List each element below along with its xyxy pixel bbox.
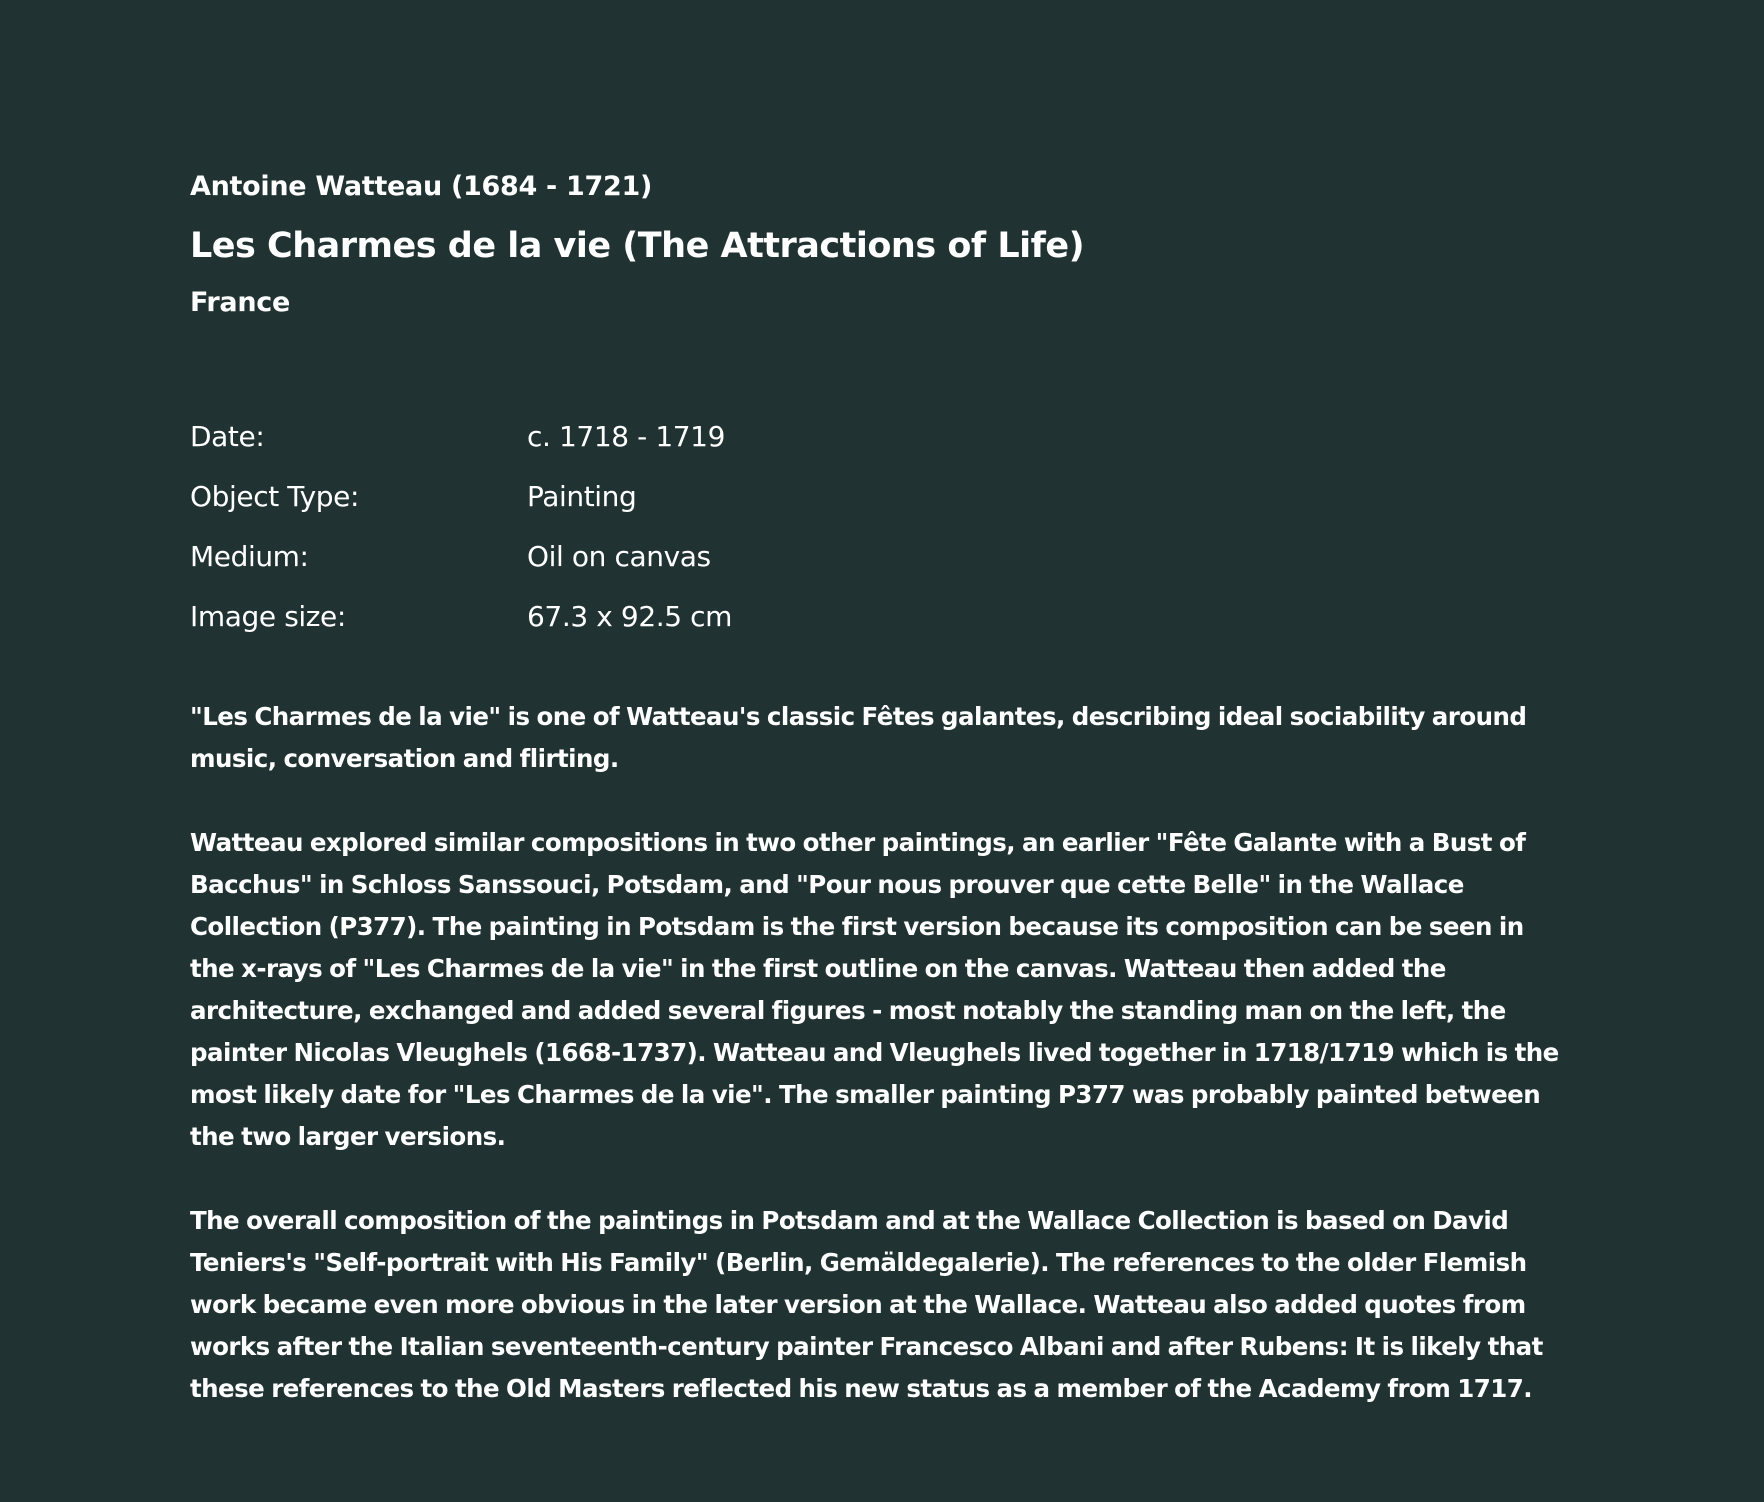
detail-row-date: [190, 406, 1490, 466]
description-paragraph: Watteau explored similar compositions in two other paintings, an earlier "Fête Galante with a Bust of Bacchus" in Schloss Sanssouci, Potsdam, and "Pour nous prouver que cette Belle" in the Wallace Collection (P377). The painting in Potsdam is the first version because its composition can be seen in the x-rays of "Les Charmes de la vie" in the first outline on the canvas. Watteau then added the architecture, exchanged and added several figures - most notably the standing man on the left, the painter Nicolas Vleughels (1668-1737). Watteau and Vleughels lived together in 1718/1719 which is the most likely date for "Les Charmes de la vie". The smaller painting P377 was probably painted between the two larger versions.: [190, 828, 1559, 1151]
artwork-description: [190, 696, 1570, 1410]
artwork-title: Les Charmes de la vie (The Attractions of Life): [190, 226, 1085, 266]
detail-row-medium: [190, 526, 1490, 586]
detail-value: Oil on canvas: [527, 539, 711, 573]
description-paragraph: "Les Charmes de la vie" is one of Watteau's classic Fêtes galantes, describing ideal sociability around music, conversation and flirting.: [190, 702, 1527, 773]
detail-value: 67.3 x 92.5 cm: [527, 599, 733, 633]
artwork-details-table: [190, 406, 1490, 646]
detail-label: Date:: [190, 419, 265, 453]
detail-label: Image size:: [190, 599, 346, 633]
detail-label: Medium:: [190, 539, 309, 573]
description-paragraph: The overall composition of the paintings in Potsdam and at the Wallace Collection is based on David Teniers's "Self-portrait with His Family" (Berlin, Gemäldegalerie). The references to the older Flemish work became even more obvious in the later version at the Wallace. Watteau also added quotes from works after the Italian seventeenth-century painter Francesco Albani and after Rubens: It is likely that these references to the Old Masters reflected his new status as a member of the Academy from 1717.: [190, 1206, 1543, 1403]
detail-value: c. 1718 - 1719: [527, 419, 726, 453]
detail-row-image-size: [190, 586, 1490, 646]
detail-row-object-type: [190, 466, 1490, 526]
detail-label: Object Type:: [190, 479, 360, 513]
detail-value: Painting: [527, 479, 637, 513]
artist-name: Antoine Watteau (1684 - 1721): [190, 171, 653, 202]
artwork-origin: France: [190, 287, 290, 318]
